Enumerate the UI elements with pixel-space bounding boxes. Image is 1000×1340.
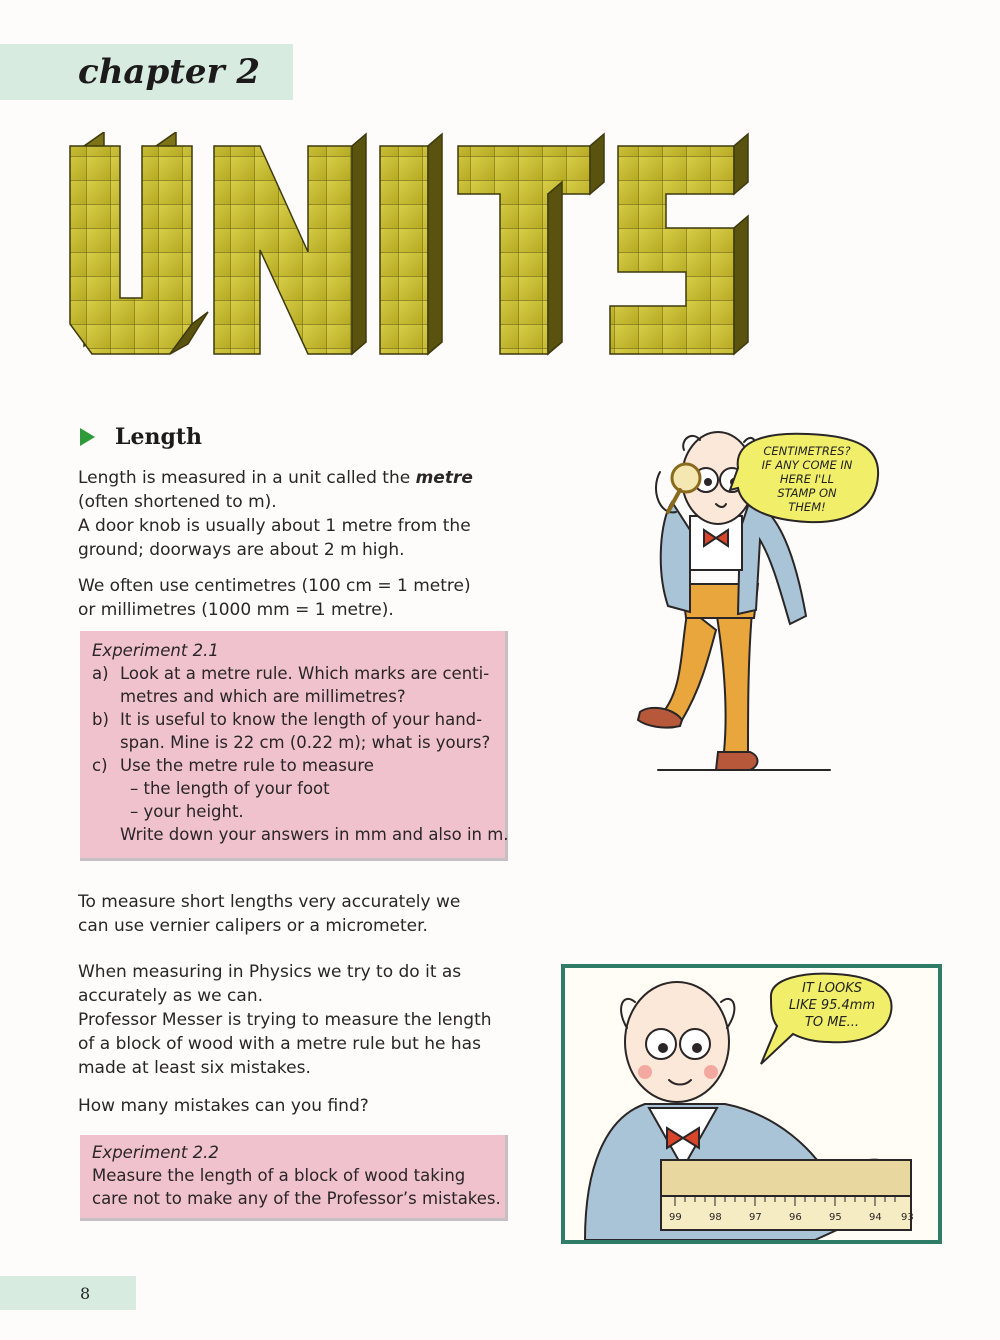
intro-line-3: A door knob is usually about 1 metre from the — [78, 516, 471, 536]
list-item: c) Use the metre rule to measure – the length of your foot – your height. Write down your answers in mm and also in m. — [92, 756, 509, 844]
ruler-number: 96 — [789, 1212, 802, 1223]
experiment-title: Experiment 2.1 — [92, 641, 219, 660]
metre-term: metre — [415, 468, 473, 488]
intro-line-2: (often shortened to m). — [78, 492, 277, 512]
ruler-number: 98 — [709, 1212, 722, 1223]
measuring-paragraph: When measuring in Physics we try to do it as accurately as we can. Professor Messer is trying to measure the length of a block of wood with a metre rule but he has made at least six mistakes. — [78, 962, 492, 1078]
experiment-steps — [92, 662, 509, 846]
intro-paragraph — [78, 466, 473, 562]
units-line-2: or millimetres (1000 mm = 1 metre). — [78, 600, 394, 620]
units-block-title — [62, 132, 762, 374]
block-letter-u — [70, 132, 208, 354]
professor-ruler-panel — [561, 964, 942, 1244]
section-title: Length — [115, 424, 203, 450]
list-item: b) It is useful to know the length of your hand- span. Mine is 22 cm (0.22 m); what is yours? — [92, 710, 491, 752]
intro-line-4: ground; doorways are about 2 m high. — [78, 540, 405, 560]
block-letter-i — [380, 134, 442, 354]
ruler-number: 97 — [749, 1212, 762, 1223]
triangle-bullet-icon — [80, 428, 95, 446]
experiment-2-1-box — [80, 631, 508, 861]
units-line-1: We often use centimetres (100 cm = 1 metre) — [78, 576, 471, 596]
experiment-2-2-box: Experiment 2.2 Measure the length of a block of wood taking care not to make any of the Professor’s mistakes. — [80, 1135, 508, 1221]
units-paragraph — [78, 574, 471, 622]
bubble-2-text: IT LOOKS LIKE 95.4mm TO ME... — [788, 981, 876, 1030]
page-number-band — [0, 1276, 136, 1310]
ruler-number: 94 — [869, 1212, 882, 1223]
short-lengths-paragraph: To measure short lengths very accurately we can use vernier calipers or a micrometer. — [78, 892, 461, 936]
bubble-1-text: CENTIMETRES? IF ANY COME IN HERE I'LL STAMP ON THEM! — [761, 444, 853, 514]
ruler-number: 93 — [901, 1212, 914, 1223]
experiment-title: Experiment 2.2 — [92, 1143, 219, 1162]
intro-line-1: Length is measured in a unit called the metre — [78, 468, 473, 488]
list-item: a) Look at a metre rule. Which marks are centi- metres and which are millimetres? — [92, 664, 490, 706]
page-number: 8 — [80, 1284, 91, 1303]
block-letter-s — [610, 134, 748, 354]
question-text: How many mistakes can you find? — [78, 1096, 369, 1116]
section-heading — [80, 424, 202, 450]
block-letter-n — [214, 134, 366, 354]
block-letter-t — [458, 134, 604, 354]
ruler-number: 99 — [669, 1212, 682, 1223]
chapter-title: chapter 2 — [78, 52, 260, 92]
ruler-number: 95 — [829, 1212, 842, 1223]
